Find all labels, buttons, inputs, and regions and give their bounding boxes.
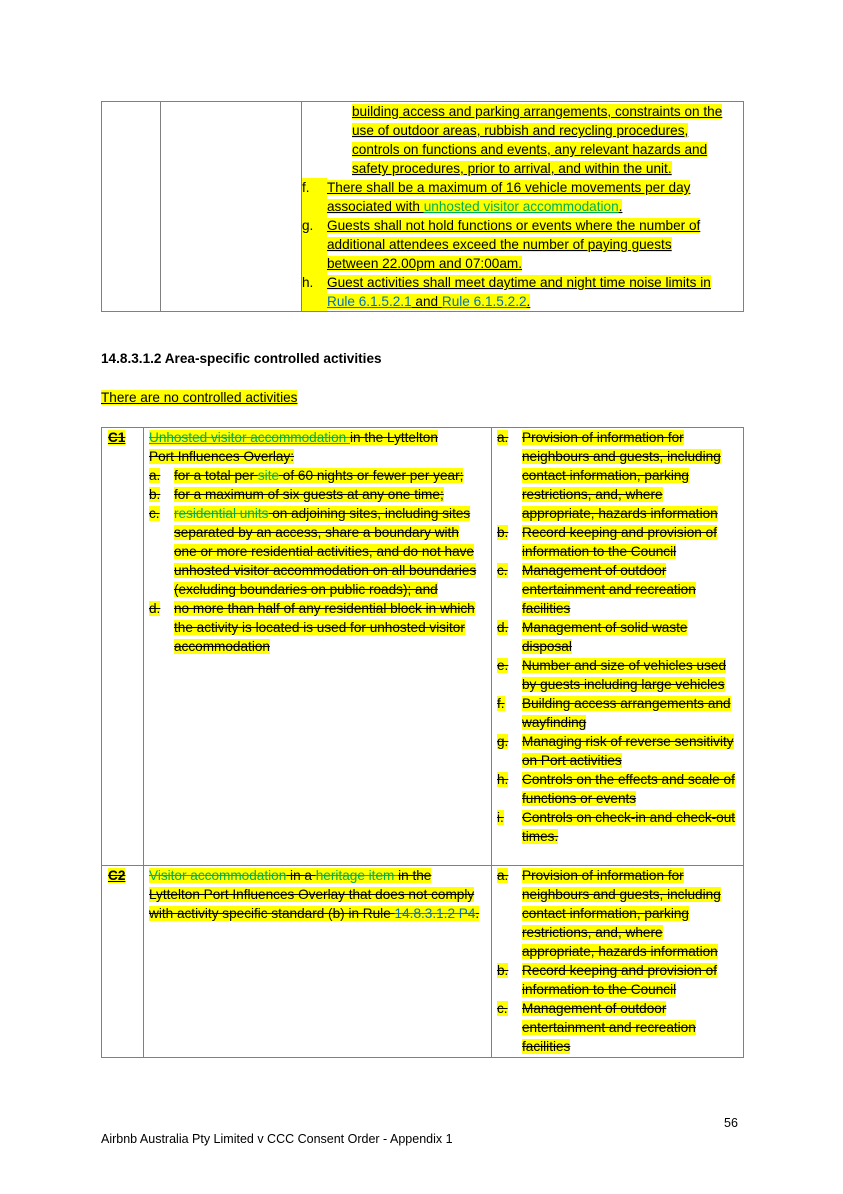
link-rule-14-8-3-1-2-p4[interactable]: 14.8.3.1.2 P4 [394,906,476,921]
standard-f: f. There shall be a maximum of 16 vehicle movements per day associated with unhosted visitor accommodation. [302,180,691,214]
section-heading: 14.8.3.1.2 Area-specific controlled activities [101,351,382,366]
c1-matter-g: g. Managing risk of reverse sensitivity on Port activities [497,734,734,768]
link-rule-6-1-5-2-2[interactable]: Rule 6.1.5.2.2 [441,294,527,309]
c1-matter-a: a. Provision of information for neighbours and guests, including contact information, parking restrictions, and, where appropriate, hazards information [497,430,721,521]
row-c1 [102,428,744,866]
c1-condition-a: a. for a total per site of 60 nights or fewer per year; [149,468,464,483]
empty-cell-1 [102,102,161,312]
link-unhosted-visitor-accommodation-c1[interactable]: Unhosted visitor accommodation [149,430,350,445]
link-heritage-item[interactable]: heritage item [315,868,399,883]
c1-condition-d: d. no more than half of any residential block in which the activity is located is used for unhosted visitor accommodation [149,601,475,654]
link-unhosted-visitor-accommodation[interactable]: unhosted visitor accommodation [423,199,619,214]
link-site[interactable]: site [257,468,280,483]
c1-condition-c: c. residential units on adjoining sites, including sites separated by an access, share a boundary with one or more residential activities, and do not have unhosted visitor accommodation on all boundaries (excluding boundaries on public roads); and [149,506,477,597]
standard-h: h. Guest activities shall meet daytime and night time noise limits in Rule 6.1.5.2.1 and Rule 6.1.5.2.2. [302,275,711,309]
link-rule-6-1-5-2-1[interactable]: Rule 6.1.5.2.1 [327,294,412,309]
standards-cell [302,102,744,312]
c1-matter-b: b. Record keeping and provision of information to the Council [497,525,717,559]
c2-matter-b: b. Record keeping and provision of information to the Council [497,963,717,997]
standard-g: g. Guests shall not hold functions or events where the number of additional attendees exceed the number of paying guests between 22.00pm and 07:00am. [302,218,701,271]
page-number: 56 [724,1116,738,1130]
c1-matter-c: c. Management of outdoor entertainment and recreation facilities [497,563,696,616]
c2-matter-a: a. Provision of information for neighbours and guests, including contact information, parking restrictions, and, where appropriate, hazards information [497,868,721,959]
c1-activity: Unhosted visitor accommodation in the Lyttelton Port Influences Overlay: a. for a total per site of 60 nights or fewer per year; b. for a maximum of six guests at any one time; c. residential units on adjoining sites, including sites separated by an access, share a boundary with one or more residential activities, and do not have unhosted visitor accommodation on all boundaries (excluding boundaries on public roads); and d. no more than half of any residential block in which the activity is located is used for unhosted visitor accommodation [144,428,492,866]
c1-condition-b: b. for a maximum of six guests at any one time; [149,487,444,502]
c2-matters [492,866,744,1058]
code-c1: C1 [102,428,144,866]
code-c2: C2 [102,866,144,1058]
link-visitor-accommodation[interactable]: Visitor accommodation [149,868,287,883]
row-c2 [102,866,744,1058]
footer-text: Airbnb Australia Pty Limited v CCC Consent Order - Appendix 1 [101,1132,453,1146]
c1-matter-e: e. Number and size of vehicles used by guests including large vehicles [497,658,727,692]
c2-matter-c: c. Management of outdoor entertainment and recreation facilities [497,1001,696,1054]
c2-activity: Visitor accommodation in a heritage item in the Lyttelton Port Influences Overlay that does not comply with activity specific standard (b) in Rule 14.8.3.1.2 P4. [144,866,492,1058]
c1-matter-f: f. Building access arrangements and wayfinding [497,696,731,730]
continuation-table [101,101,744,312]
c1-matter-d: d. Management of solid waste disposal [497,620,688,654]
controlled-activities-table [101,427,744,1058]
link-residential-units[interactable]: residential units [174,506,269,521]
c1-matters [492,428,744,866]
c1-matter-i: i. Controls on check-in and check-out times. [497,810,736,844]
continued-text: building access and parking arrangements, constraints on the use of outdoor areas, rubbish and recycling procedures, controls on functions and events, any relevant hazards and safety procedures, prior to arrival, and within the unit. [352,104,723,176]
no-controlled-note: There are no controlled activities [101,390,298,405]
empty-cell-2 [161,102,302,312]
c1-matter-h: h. Controls on the effects and scale of functions or events [497,772,735,806]
